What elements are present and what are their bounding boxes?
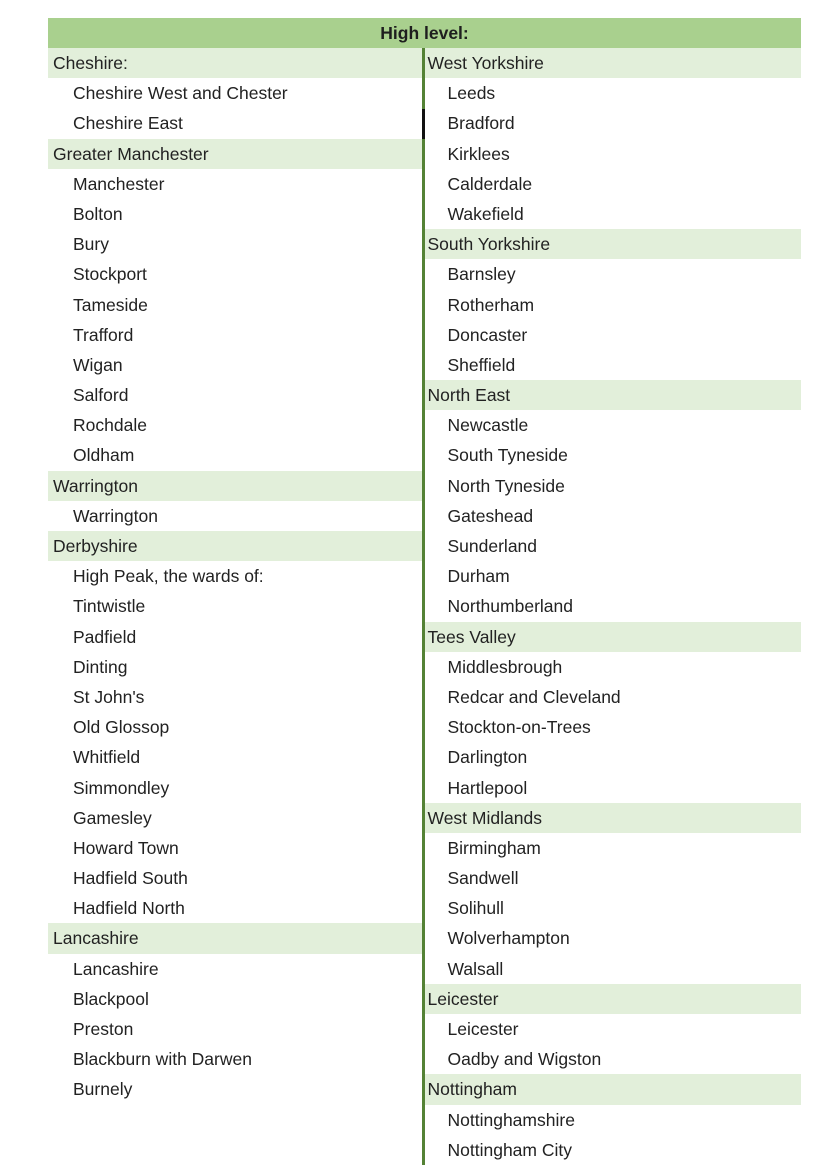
area-item: Walsall (447, 958, 504, 979)
area-item: Sunderland (447, 536, 538, 556)
area-item: High Peak, the wards of: (73, 566, 264, 587)
left-column (48, 48, 422, 1165)
area-item: Simmondley (73, 777, 170, 798)
area-item: Burnely (73, 1079, 133, 1100)
area-item: Calderdale (447, 173, 533, 194)
area-item: Tameside (73, 294, 148, 315)
area-item: Stockport (73, 264, 147, 285)
area-item: Darlington (447, 747, 528, 768)
area-item: Redcar and Cleveland (447, 686, 621, 707)
area-item: Bradford (447, 113, 515, 134)
group-heading-lancashire: Lancashire (48, 923, 422, 953)
area-item: Preston (73, 1019, 134, 1039)
right-column (422, 48, 802, 1165)
cell-border-marker (422, 109, 425, 139)
area-item: Blackpool (73, 988, 149, 1009)
area-item: Salford (73, 385, 129, 406)
area-item: Doncaster (447, 324, 528, 345)
area-item: Leicester (447, 1019, 519, 1039)
area-item: Hadfield North (73, 898, 185, 919)
area-item: Dinting (73, 656, 128, 677)
area-item: Old Glossop (73, 717, 170, 738)
table-columns (48, 48, 801, 1165)
area-item: Gamesley (73, 807, 152, 828)
area-item: Bury (73, 234, 109, 255)
area-item: Trafford (73, 324, 134, 345)
area-item: Kirklees (447, 143, 510, 164)
group-heading-greater-manchester: Greater Manchester (48, 139, 422, 169)
area-item: Durham (447, 566, 510, 587)
area-item: Gateshead (447, 505, 534, 526)
area-item: North Tyneside (447, 475, 565, 496)
area-item: Wakefield (447, 203, 524, 224)
area-item: Stockton-on-Trees (447, 717, 591, 738)
area-item: Newcastle (447, 415, 529, 436)
areas-table (48, 18, 801, 1165)
area-item: Solihull (447, 898, 504, 919)
group-heading-leicester: Leicester (425, 984, 802, 1014)
group-heading-cheshire: Cheshire: (48, 48, 422, 78)
area-item: Cheshire East (73, 113, 183, 134)
group-heading-warrington: Warrington (48, 471, 422, 501)
area-item: Barnsley (447, 264, 516, 285)
area-item: Lancashire (73, 958, 159, 979)
table-title: High level: (48, 18, 801, 48)
area-item: Wigan (73, 354, 123, 375)
area-item: Northumberland (447, 596, 573, 617)
area-item: Howard Town (73, 837, 179, 858)
area-item: Whitfield (73, 747, 141, 768)
area-item: Middlesbrough (447, 656, 563, 677)
area-item: Padfield (73, 626, 137, 647)
area-item: Hadfield South (73, 868, 188, 889)
area-item: St John's (73, 686, 145, 707)
area-item: South Tyneside (447, 445, 568, 466)
group-heading-nottingham: Nottingham (425, 1074, 802, 1104)
group-heading-north-east: North East (425, 380, 802, 410)
area-item: Birmingham (447, 837, 541, 858)
area-item: Rochdale (73, 415, 147, 436)
group-heading-derbyshire: Derbyshire (48, 531, 422, 561)
group-heading-tees-valley: Tees Valley (425, 622, 802, 652)
area-item: Hartlepool (447, 777, 528, 798)
group-heading-west-yorkshire: West Yorkshire (425, 48, 802, 78)
group-heading-south-yorkshire: South Yorkshire (425, 229, 802, 259)
area-item: Bolton (73, 203, 123, 224)
area-item: Warrington (73, 505, 158, 526)
area-item: Sheffield (447, 354, 516, 375)
area-item: Cheshire West and Chester (73, 83, 288, 104)
area-item: Sandwell (447, 868, 519, 889)
area-item: Oadby and Wigston (447, 1049, 602, 1070)
area-item: Nottingham City (447, 1139, 572, 1160)
area-item: Wolverhampton (447, 928, 570, 949)
area-item: Oldham (73, 445, 135, 466)
group-heading-west-midlands: West Midlands (425, 803, 802, 833)
area-item: Tintwistle (73, 596, 146, 617)
area-item: Manchester (73, 173, 165, 194)
area-item: Nottinghamshire (447, 1109, 575, 1130)
area-item: Leeds (447, 83, 496, 104)
area-item: Blackburn with Darwen (73, 1049, 252, 1070)
area-item: Rotherham (447, 294, 535, 315)
